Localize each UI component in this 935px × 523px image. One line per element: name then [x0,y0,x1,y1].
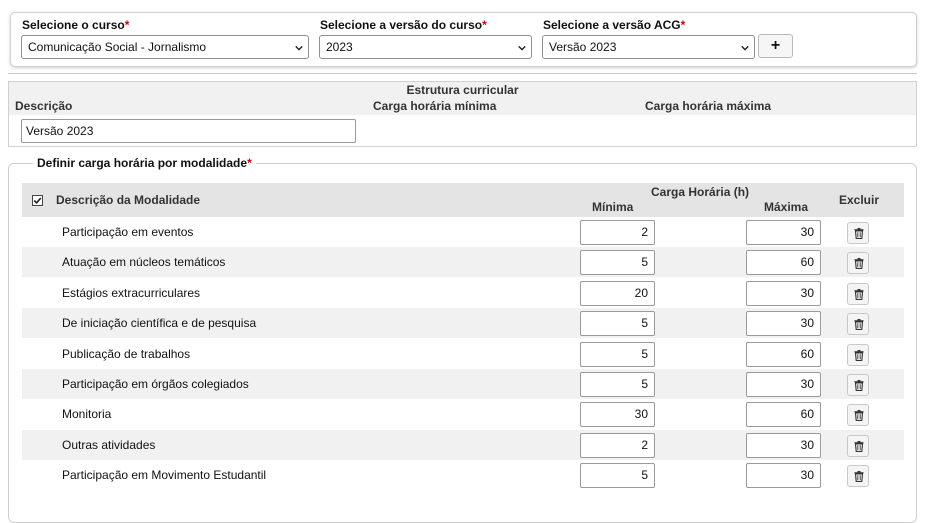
carga-minima-input[interactable]: 20 [580,281,655,306]
modalidade-label: Outras atividades [62,437,156,452]
trash-icon [854,228,864,239]
excluir-button[interactable] [847,435,869,457]
th-carga-horaria: Carga Horária (h) [651,185,750,199]
versao-curso-field [320,18,487,32]
versao-curso-label: Selecione a versão do curso* [320,18,487,32]
carga-maxima-input[interactable]: 30 [746,281,821,306]
trash-icon [854,471,864,482]
curso-select[interactable] [21,35,309,59]
th-excluir: Excluir [839,193,880,207]
col-carga-maxima: Carga horária máxima [645,99,772,113]
modalidade-row [22,399,904,429]
add-version-button[interactable]: + [758,34,793,58]
excluir-button[interactable] [847,252,869,274]
carga-maxima-input[interactable]: 60 [746,250,821,275]
excluir-button[interactable] [847,283,869,305]
modalidades-legend: Definir carga horária por modalidade* [33,156,256,170]
versao-acg-label: Selecione a versão ACG* [543,18,686,32]
th-descricao-modalidade: Descrição da Modalidade [56,193,201,207]
versao-acg-field [543,18,685,32]
estrutura-title: Estrutura curricular [406,83,519,97]
course-selector-panel [10,12,917,67]
versao-curso-select[interactable] [319,35,532,59]
excluir-button[interactable] [847,222,869,244]
curso-select-value: Comunicação Social - Jornalismo [28,40,207,54]
modalidade-label: Participação em órgãos colegiados [62,377,249,391]
excluir-button[interactable] [847,465,869,487]
carga-maxima-input[interactable]: 30 [746,220,821,245]
carga-minima-input[interactable]: 5 [580,372,655,397]
modalidade-row [22,339,904,369]
modalidade-row [22,308,904,338]
trash-icon [854,380,864,391]
carga-minima-input[interactable]: 30 [580,402,655,427]
carga-minima-input[interactable]: 5 [580,311,655,336]
trash-icon [854,289,864,300]
carga-maxima-input[interactable]: 30 [746,433,821,458]
modalidade-label: De iniciação científica e de pesquisa [62,316,257,331]
carga-minima-input[interactable]: 5 [580,342,655,367]
carga-minima-input[interactable]: 2 [580,220,655,245]
trash-icon [854,410,864,421]
modalidade-label: Participação em Movimento Estudantil [62,468,267,483]
checkbox-checked-icon[interactable] [32,195,43,206]
excluir-button[interactable] [847,313,869,335]
curso-label: Selecione o curso* [22,18,130,32]
modalidade-label: Monitoria [62,407,112,422]
modalidade-row [22,278,904,308]
modalidade-row [22,430,904,460]
modalidade-label: Publicação de trabalhos [62,346,191,361]
chevron-down-icon [295,44,303,52]
col-carga-minima: Carga horária mínima [373,99,497,113]
excluir-button[interactable] [847,374,869,396]
versao-acg-select-value: Versão 2023 [549,40,617,54]
excluir-button[interactable] [847,404,869,426]
trash-icon [854,350,864,361]
chevron-down-icon [741,44,749,52]
modalidade-label: Atuação em núcleos temáticos [62,255,226,270]
th-minima: Mínima [592,200,634,214]
modalidade-row [22,217,904,247]
modalidade-label: Participação em eventos [62,225,194,239]
carga-maxima-input[interactable]: 60 [746,402,821,427]
carga-minima-input[interactable]: 2 [580,433,655,458]
excluir-button[interactable] [847,344,869,366]
trash-icon [854,319,864,330]
descricao-input[interactable]: Versão 2023 [21,119,356,143]
carga-maxima-input[interactable]: 30 [746,372,821,397]
carga-maxima-input[interactable]: 60 [746,342,821,367]
carga-minima-input[interactable]: 5 [580,463,655,488]
col-descricao: Descrição [15,99,73,113]
carga-maxima-input[interactable]: 30 [746,463,821,488]
modalidades-table-header [22,183,904,217]
trash-icon [854,258,864,269]
carga-maxima-input[interactable]: 30 [746,311,821,336]
carga-minima-input[interactable]: 5 [580,250,655,275]
estrutura-curricular-panel [8,81,917,147]
curso-field [22,18,129,32]
modalidade-row [22,460,904,490]
trash-icon [854,441,864,452]
modalidade-row [22,247,904,277]
modalidade-label: Estágios extracurriculares [62,285,201,300]
chevron-down-icon [518,44,526,52]
th-maxima: Máxima [764,200,809,214]
versao-acg-select[interactable] [542,35,755,59]
modalidades-fieldset [8,156,917,523]
divider [8,73,917,74]
versao-curso-select-value: 2023 [326,40,353,54]
modalidade-row [22,369,904,399]
